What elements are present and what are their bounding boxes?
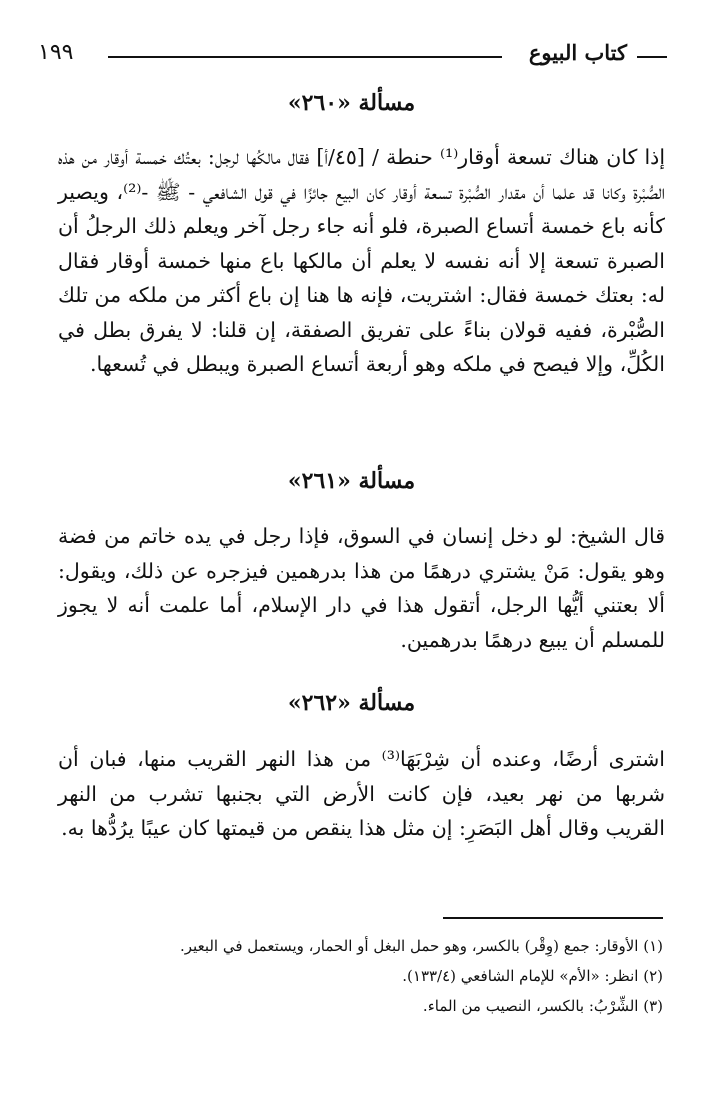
section-heading-260: مسألة «٢٦٠»: [287, 90, 416, 116]
footnote-separator: [443, 917, 663, 919]
book-title: كتاب البيوع: [528, 40, 627, 65]
header-rule-right: [637, 56, 667, 58]
footnote-2: (٢) انظر: «الأم» للإمام الشافعي (١٣٣/٤).: [402, 967, 663, 985]
footnote-1: (١) الأوقار: جمع (وِقْر) بالكسر، وهو حمل البغل أو الحمار، ويستعمل في البعير.: [180, 937, 663, 955]
header-rule: [108, 56, 502, 58]
page-number: ١٩٩: [38, 40, 74, 65]
footnote-3: (٣) الشِّرْبُ: بالكسر، النصيب من الماء.: [422, 997, 663, 1015]
section-body-262: اشترى أرضًا، وعنده أن شِرْبَهَا⁽³⁾ من هذا النهر القريب منها، فبان أن شربها من نهر بعيد، فإن كانت الأرض التي بجنبها تشرب من النهر القريب وقال أهل البَصَرِ: إن مثل هذا ينقص من قيمتها كان عيبًا يرُدُّها به.: [58, 747, 665, 840]
section-body-260: إذا كان هناك تسعة أوقار⁽¹⁾ حنطة / [٤٥/أ] فقال مالكُها لرجل: بعتُك خمسة أوقار من هذه الصُّبْرة وكانا قد علما أن مقدار الصُّبْرة تسعة أوقار كان البيع جائزًا في قول الشافعي - ﷺ -⁽²⁾، ويصير كأنه باع خمسة أتساع الصبرة، فلو أنه جاء رجل آخر ويعلم ذلك الرجلُ أن الصبرة تسعة إلا أنه نفسه لا يعلم أن مالكها باع منها خمسة أوقار فقال له: بعتك خمسة فقال: اشتريت، فإنه ها هنا إن باع أكثر من ملكه من تلك الصُّبْرة، ففيه قولان بناءً على تفريق الصفقة، إن قلنا: لا يفرق بطل في الكُلِّ، وإلا فيصح في ملكه وهو أربعة أتساع الصبرة ويبطل في تُسعها.: [58, 145, 666, 376]
section-body-261: قال الشيخ: لو دخل إنسان في السوق، فإذا رجل في يده خاتم من فضة وهو يقول: مَنْ يشتري درهمًا من هذا بدرهمين فيزجره عن ذلك، ويقول: ألا بعتني أيُّها الرجل، أتقول هذا في دار الإسلام، أما علمت أنه لا يجوز للمسلم أن يبيع درهمًا بدرهمين.: [58, 524, 665, 652]
section-heading-262: مسألة «٢٦٢»: [287, 690, 416, 716]
running-header: [38, 36, 667, 76]
section-heading-261: مسألة «٢٦١»: [287, 468, 416, 494]
